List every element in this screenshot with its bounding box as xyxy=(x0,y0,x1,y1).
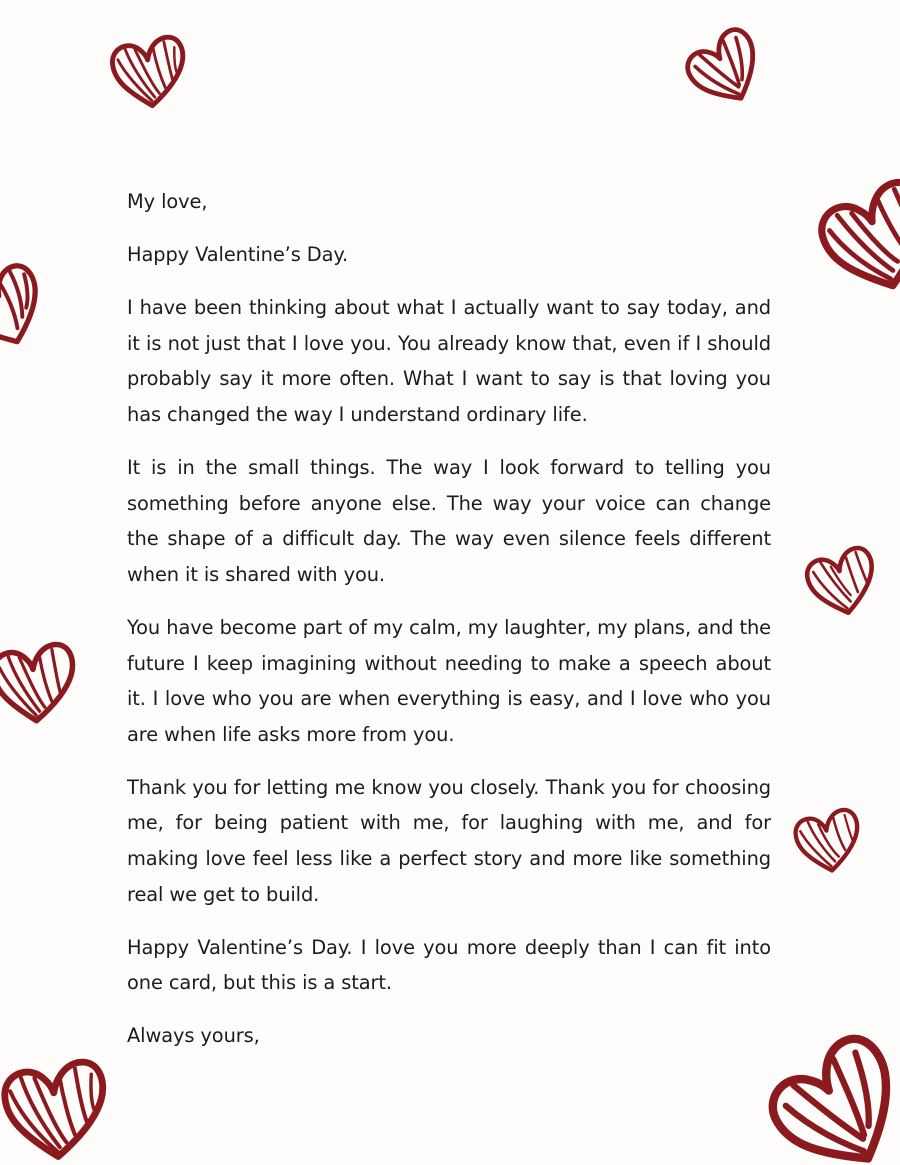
heart-icon-right-upper xyxy=(818,180,900,300)
greeting: Happy Valentine’s Day. xyxy=(127,243,349,267)
letter-paragraph: Happy Valentine’s Day. I love you more deeply than I can fit into one card, but this is a start. xyxy=(127,935,771,995)
heart-icon-bottom-right xyxy=(770,1040,900,1165)
heart-icon-right-lower xyxy=(792,806,864,878)
letter-paragraph: It is in the small things. The way I look forward to telling you something before anyone else. The way your voice can change the shape of a difficult day. The way even silence feels different when it is shared with you. xyxy=(127,456,771,586)
heart-icon-right-middle xyxy=(804,545,880,621)
letter-paragraph: I have been thinking about what I actually want to say today, and it is not just that I love you. You already know that, even if I should probably say it more often. What I want to say is that loving you has changed the way I understand ordinary life. xyxy=(127,296,771,426)
heart-icon-top-left xyxy=(108,32,190,114)
heart-icon-bottom-left xyxy=(0,1054,112,1165)
letter-paragraph: Thank you for letting me know you closely. Thank you for choosing me, for being patient with me, for laughing with me, and for making love feel less like a perfect story and more like something real we get to build. xyxy=(127,775,771,906)
closing: Always yours, xyxy=(127,1024,260,1048)
heart-icon-left-middle xyxy=(0,638,80,730)
letter-body xyxy=(127,184,771,1071)
heart-icon-top-right xyxy=(686,30,766,110)
letter-paragraph: You have become part of my calm, my laughter, my plans, and the future I keep imagining without needing to make a speech about it. I love who you are when everything is easy, and I love who you are when life asks more from you. xyxy=(127,615,771,746)
heart-icon-left-upper xyxy=(0,265,48,353)
salutation: My love, xyxy=(127,190,208,213)
